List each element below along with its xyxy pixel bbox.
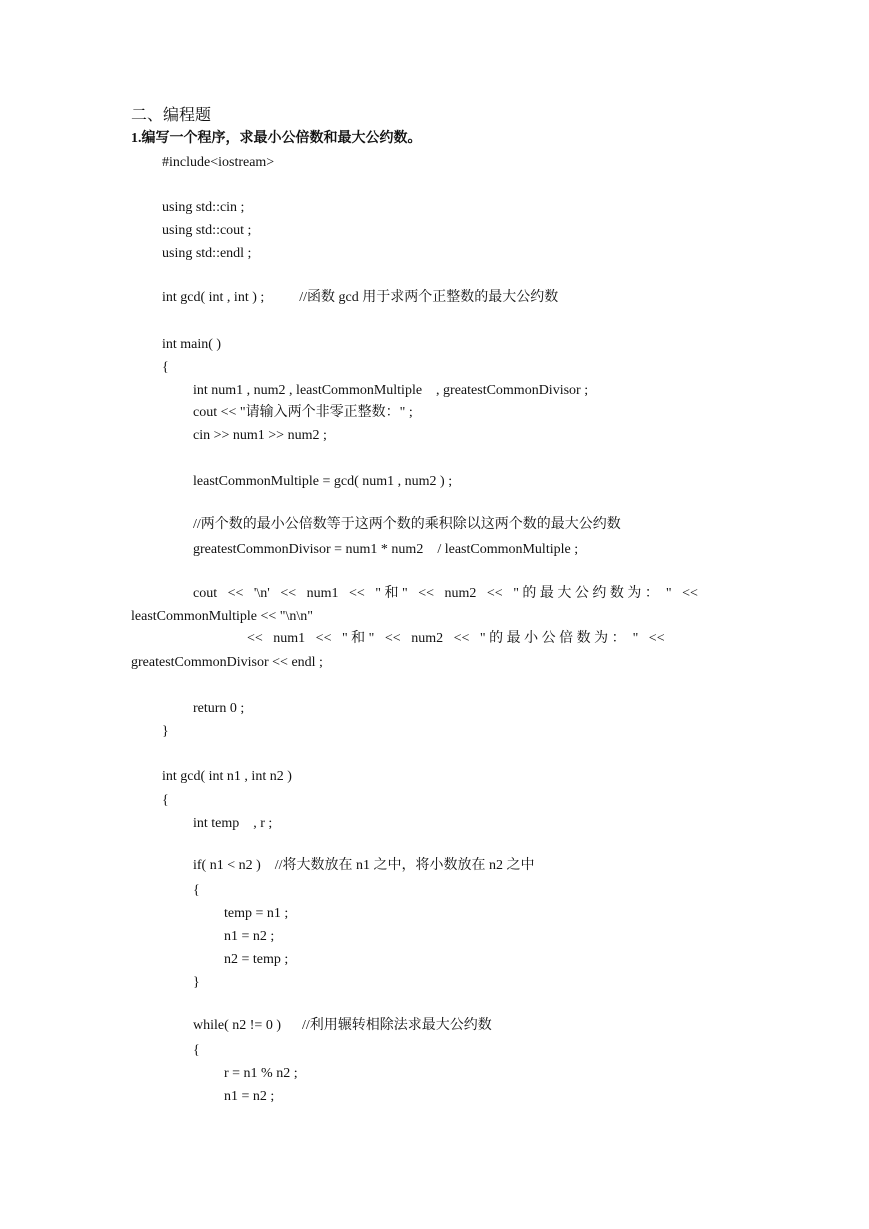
code-line: cout << '\n' << num1 << " 和 " << num2 << " 的 最 大 公 约 数 为 ： " << — [193, 586, 698, 601]
code-line: { — [193, 883, 200, 898]
code-line: if( n1 < n2 ) //将大数放在 n1 之中，将小数放在 n2 之中 — [193, 858, 535, 873]
code-line: << num1 << " 和 " << num2 << " 的 最 小 公 倍 数 为 ： " << — [247, 631, 665, 646]
code-line: n2 = temp ; — [224, 952, 289, 967]
code-line: return 0 ; — [193, 701, 245, 716]
code-line: } — [193, 975, 200, 990]
code-line: { — [193, 1043, 200, 1058]
code-line: leastCommonMultiple << "\n\n" — [131, 609, 313, 624]
code-line: cin >> num1 >> num2 ; — [193, 428, 327, 443]
code-line: int main( ) — [162, 337, 222, 352]
code-line: while( n2 != 0 ) //利用辗转相除法求最大公约数 — [193, 1018, 492, 1033]
code-line: int temp , r ; — [193, 816, 273, 831]
code-line: using std::endl ; — [162, 246, 252, 261]
code-line: int gcd( int , int ) ; //函数 gcd 用于求两个正整数的最大公约数 — [162, 290, 559, 305]
code-line: { — [162, 793, 169, 808]
code-line: int num1 , num2 , leastCommonMultiple , greatestCommonDivisor ; — [193, 383, 589, 398]
code-line: temp = n1 ; — [224, 906, 289, 921]
code-line: n1 = n2 ; — [224, 1089, 275, 1104]
code-line: } — [162, 724, 169, 739]
code-line: using std::cout ; — [162, 223, 252, 238]
section-heading: 二、编程题 — [131, 107, 212, 124]
code-line: greatestCommonDivisor << endl ; — [131, 655, 323, 670]
code-line: n1 = n2 ; — [224, 929, 275, 944]
code-line: greatestCommonDivisor = num1 * num2 / leastCommonMultiple ; — [193, 542, 579, 557]
code-line: int gcd( int n1 , int n2 ) — [162, 769, 292, 784]
code-line: #include<iostream> — [162, 155, 275, 170]
code-line: //两个数的最小公倍数等于这两个数的乘积除以这两个数的最大公约数 — [193, 517, 621, 532]
question-title: 1.编写一个程序，求最小公倍数和最大公约数。 — [131, 131, 422, 146]
code-line: using std::cin ; — [162, 200, 245, 215]
code-line: r = n1 % n2 ; — [224, 1066, 298, 1081]
code-line: leastCommonMultiple = gcd( num1 , num2 ) ; — [193, 474, 453, 489]
code-line: cout << "请输入两个非零正整数：" ; — [193, 405, 413, 420]
code-line: { — [162, 360, 169, 375]
